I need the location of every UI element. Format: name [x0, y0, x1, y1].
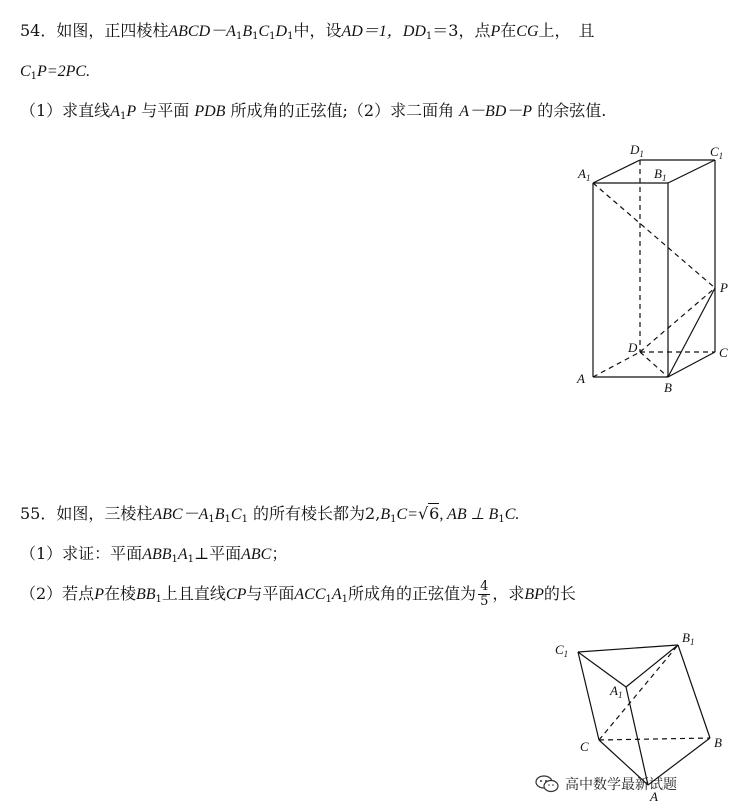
problem-54-line1: 54．如图，正四棱柱$ABCD-A_1B_1C_1D_1$中，设AD＝1，$DD_1=3$，点P在CG上， 且 — [20, 21, 595, 42]
label-A1: $A_1$ — [578, 166, 591, 183]
label-C: C — [580, 739, 589, 754]
fraction-4-5: $\frac{4}{5}$ — [480, 579, 489, 609]
label-C1: $C_1$ — [710, 144, 724, 161]
label-D1: $D_1$ — [630, 142, 644, 159]
figure-54-prism — [560, 140, 740, 400]
label-A: A — [650, 789, 658, 804]
label-A1: $A_1$ — [610, 683, 623, 700]
label-B: B — [714, 735, 722, 750]
wechat-icon — [535, 775, 559, 793]
problem-55-q1: （1）求证：平面$ABB_1A_1\perp$平面ABC； — [20, 544, 288, 565]
label-C: C — [719, 345, 728, 360]
problem-55-q2: （2）若点P在棱$BB_1$上且直线CP与平面$ACC_1A_1$所成角的正弦值为 $\frac{4}{5}$ ，求BP的长 — [20, 579, 576, 609]
watermark — [535, 774, 677, 794]
problem-54-line2: $C_1P=2PC$. — [20, 63, 91, 82]
label-C1: $C_1$ — [555, 642, 569, 659]
problem-55-line1: 55．如图，三棱柱$ABC-A_1B_1C_1$ 的所有棱长都为$2,B_1C=√6$, AB ⊥ $B_1C$. — [20, 504, 520, 525]
label-D: D — [628, 340, 638, 355]
label-B1: $B_1$ — [654, 166, 667, 183]
problem-54-questions: （1）求直线$A_1P$ 与平面 PDB 所成角的正弦值;（2）求二面角 A－BD－P 的余弦值. — [20, 101, 607, 122]
label-B: B — [664, 380, 672, 395]
watermark-text: 高中数学最新试题 — [565, 777, 677, 793]
label-A: A — [577, 371, 585, 386]
label-P: P — [720, 280, 728, 295]
label-B1: $B_1$ — [682, 630, 695, 647]
